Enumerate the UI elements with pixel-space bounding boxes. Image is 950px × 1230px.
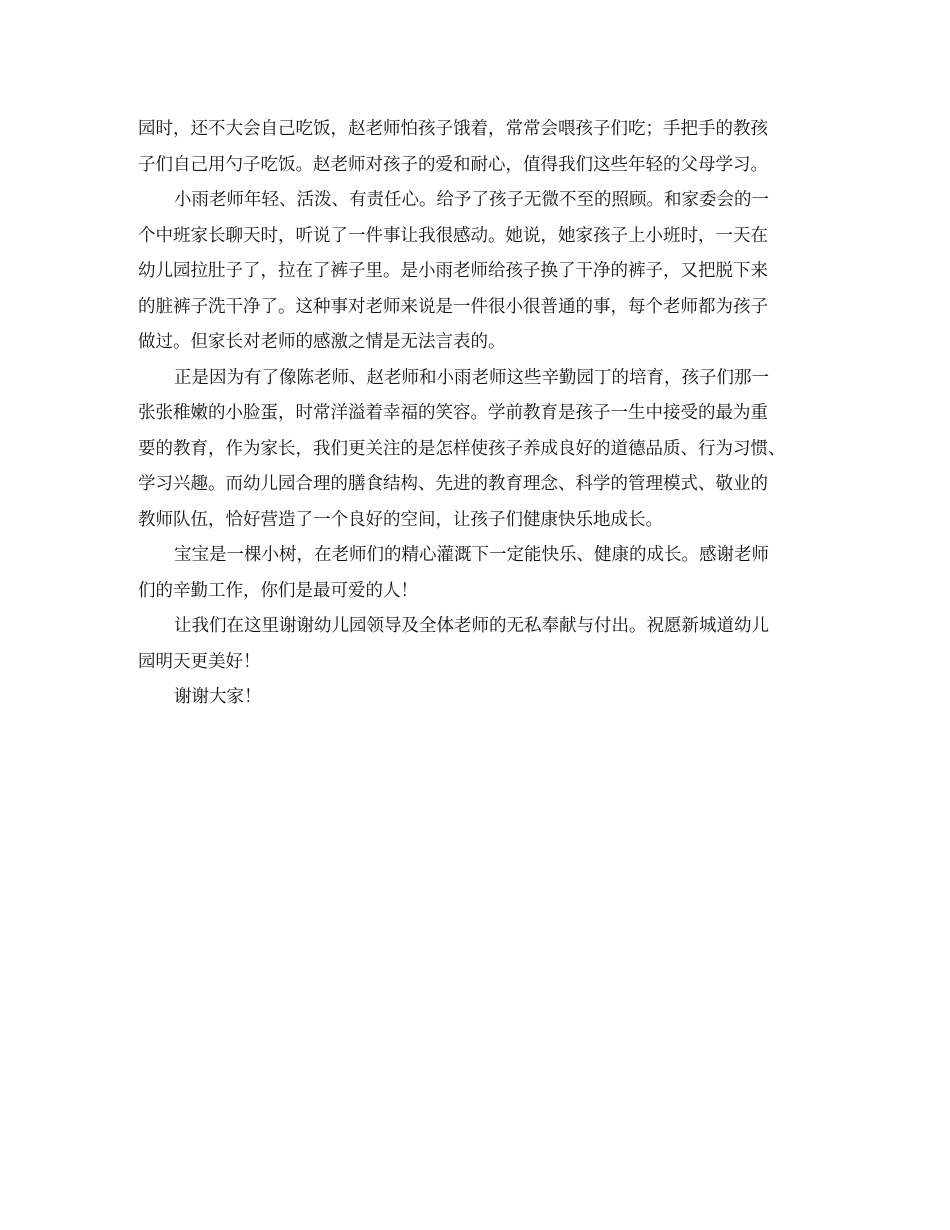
paragraph-start-line: 小雨老师年轻、活泼、有责任心。给予了孩子无微不至的照顾。和家委会的一 [174, 190, 769, 210]
text-line: 要的教育，作为家长，我们更关注的是怎样使孩子养成良好的道德品质、行为习惯、 [138, 438, 786, 459]
closing-line: 谢谢大家！ [174, 687, 262, 707]
text-line: 学习兴趣。而幼儿园合理的膳食结构、先进的教育理念、科学的管理模式、敬业的 [138, 474, 768, 494]
text-line: 做过。但家长对老师的感激之情是无法言表的。 [138, 332, 506, 352]
text-line: 张张稚嫩的小脸蛋，时常洋溢着幸福的笑容。学前教育是孩子一生中接受的最为重 [138, 403, 768, 423]
paragraph-start-line: 宝宝是一棵小树，在老师们的精心灌溉下一定能快乐、健康的成长。感谢老师 [174, 545, 769, 565]
text-line: 的脏裤子洗干净了。这种事对老师来说是一件很小很普通的事，每个老师都为孩子 [138, 296, 768, 317]
text-line: 幼儿园拉肚子了，拉在了裤子里。是小雨老师给孩子换了干净的裤子，又把脱下来 [138, 261, 768, 281]
text-line: 教师队伍，恰好营造了一个良好的空间，让孩子们健康快乐地成长。 [138, 509, 663, 530]
paragraph-start-line: 正是因为有了像陈老师、赵老师和小雨老师这些辛勤园丁的培育，孩子们那一 [174, 367, 769, 388]
text-line: 园时，还不大会自己吃饭，赵老师怕孩子饿着，常常会喂孩子们吃；手把手的教孩 [138, 119, 768, 139]
paragraph-start-line: 让我们在这里谢谢幼儿园领导及全体老师的无私奉献与付出。祝愿新城道幼儿 [174, 616, 769, 636]
text-line: 们的辛勤工作，你们是最可爱的人！ [138, 580, 418, 601]
text-line: 子们自己用勺子吃饭。赵老师对孩子的爱和耐心，值得我们这些年轻的父母学习。 [138, 154, 768, 175]
text-line: 个中班家长聊天时，听说了一件事让我很感动。她说，她家孩子上小班时，一天在 [138, 225, 768, 246]
document-body [138, 112, 828, 716]
text-line: 园明天更美好！ [138, 651, 261, 672]
